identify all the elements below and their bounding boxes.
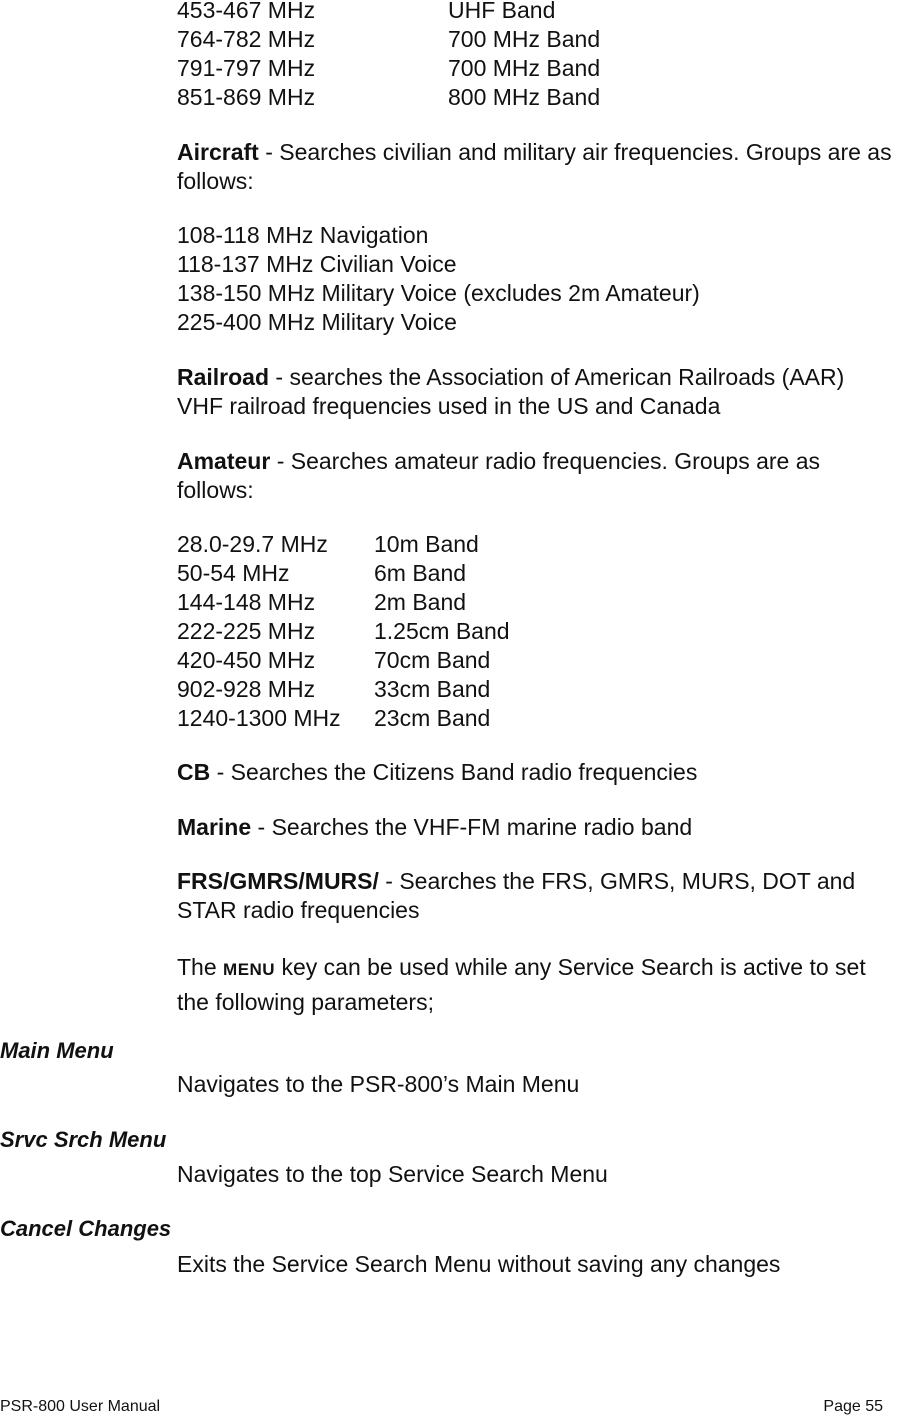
- menu-note-prefix: The: [177, 954, 224, 980]
- list-item: 138-150 MHz Military Voice (excludes 2m Amateur): [177, 280, 700, 306]
- frequency-range: 144-148 MHz: [177, 589, 316, 615]
- option-desc-main-menu: Navigates to the PSR-800’s Main Menu: [177, 1071, 580, 1097]
- band-name: 700 MHz Band: [448, 55, 601, 81]
- table-row: [177, 83, 893, 112]
- frequency-range: 420-450 MHz: [177, 647, 316, 673]
- list-item: 225-400 MHz Military Voice: [177, 309, 457, 335]
- frequency-range: 1240-1300 MHz: [177, 705, 341, 731]
- amateur-label: Amateur: [177, 448, 271, 474]
- marine-label: Marine: [177, 814, 252, 840]
- table-row: [177, 646, 893, 675]
- railroad-label: Railroad: [177, 364, 270, 390]
- band-name: 6m Band: [374, 560, 467, 586]
- aircraft-text: - Searches civilian and military air frequencies. Groups are as follows:: [177, 139, 892, 194]
- band-name: 700 MHz Band: [448, 26, 601, 52]
- band-name: 70cm Band: [374, 647, 491, 673]
- frequency-range: 851-869 MHz: [177, 84, 316, 110]
- band-name: 1.25cm Band: [374, 618, 510, 644]
- band-name: 10m Band: [374, 531, 479, 557]
- footer-manual-title: PSR-800 User Manual: [0, 1398, 161, 1415]
- footer-page-number: Page 55: [823, 1398, 883, 1415]
- option-desc-srvc-srch-menu: Navigates to the top Service Search Menu: [177, 1161, 608, 1187]
- cb-text: - Searches the Citizens Band radio frequencies: [210, 759, 698, 785]
- frequency-range: 791-797 MHz: [177, 55, 316, 81]
- table-row: [177, 559, 893, 588]
- table-row: [177, 617, 893, 646]
- table-row: [177, 0, 893, 25]
- railroad-text: - searches the Association of American Railroads (AAR) VHF railroad frequencies used in the US and Canada: [177, 364, 845, 419]
- list-item: 108-118 MHz Navigation: [177, 222, 429, 248]
- menu-note-suffix: key can be used while any Service Search is active to set the following parameters;: [177, 954, 866, 1015]
- frequency-range: 764-782 MHz: [177, 26, 316, 52]
- table-row: [177, 530, 893, 559]
- cb-label: CB: [177, 759, 211, 785]
- band-name: 33cm Band: [374, 676, 491, 702]
- frequency-range: 222-225 MHz: [177, 618, 316, 644]
- band-name: 23cm Band: [374, 705, 491, 731]
- frequency-range: 50-54 MHz: [177, 560, 290, 586]
- frs-text: - Searches the FRS, GMRS, MURS, DOT and STAR radio frequencies: [177, 868, 856, 923]
- amateur-text: - Searches amateur radio frequencies. Groups are as follows:: [177, 448, 821, 503]
- amateur-band-table: [177, 530, 893, 733]
- option-heading-srvc-srch-menu: Srvc Srch Menu: [0, 1127, 167, 1152]
- frequency-range: 28.0-29.7 MHz: [177, 531, 328, 557]
- marine-paragraph: [177, 813, 893, 842]
- band-table-top: [177, 0, 893, 112]
- aircraft-label: Aircraft: [177, 139, 259, 165]
- frequency-range: 453-467 MHz: [177, 0, 316, 23]
- menu-key-name: MENU: [223, 960, 276, 979]
- band-name: 2m Band: [374, 589, 467, 615]
- amateur-paragraph: [177, 447, 893, 505]
- table-row: [177, 675, 893, 704]
- band-name: UHF Band: [448, 0, 556, 23]
- frs-paragraph: [177, 867, 893, 925]
- frs-label: FRS/GMRS/MURS/: [177, 868, 379, 894]
- railroad-paragraph: [177, 363, 893, 421]
- table-row: [177, 704, 893, 733]
- option-heading-main-menu: Main Menu: [0, 1038, 114, 1063]
- table-row: [177, 588, 893, 617]
- option-heading-cancel-changes: Cancel Changes: [0, 1216, 172, 1241]
- option-desc-cancel-changes: Exits the Service Search Menu without saving any changes: [177, 1251, 781, 1277]
- cb-paragraph: [177, 758, 893, 787]
- aircraft-groups: [177, 221, 893, 337]
- band-name: 800 MHz Band: [448, 84, 601, 110]
- menu-key-paragraph: [177, 951, 893, 1018]
- frequency-range: 902-928 MHz: [177, 676, 316, 702]
- table-row: [177, 25, 893, 54]
- table-row: [177, 54, 893, 83]
- marine-text: - Searches the VHF-FM marine radio band: [251, 814, 693, 840]
- list-item: 118-137 MHz Civilian Voice: [177, 251, 457, 277]
- aircraft-paragraph: [177, 138, 893, 196]
